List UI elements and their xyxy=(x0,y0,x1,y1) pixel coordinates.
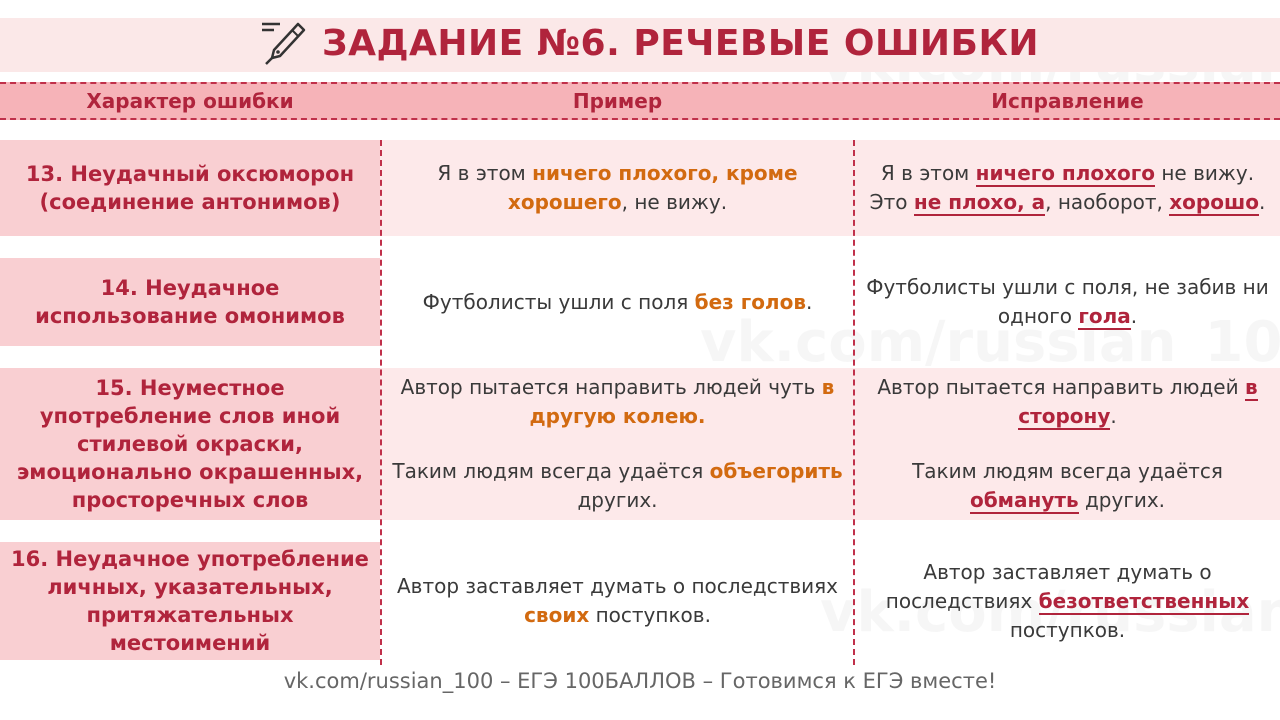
cell-text: не вижу. Это xyxy=(869,161,1255,214)
label-line: стилевой окраски, xyxy=(77,432,303,456)
row-16-example xyxy=(382,542,853,660)
correction-highlight: хорошо xyxy=(1169,190,1259,214)
cell-paragraph xyxy=(861,373,1274,431)
cell-text: Автор пытается направить людей чуть xyxy=(400,375,822,399)
fountain-pen-icon xyxy=(258,20,308,68)
cell-text: . xyxy=(1110,404,1117,428)
cell-text: других. xyxy=(1078,488,1166,512)
row-15-example xyxy=(382,368,853,520)
cell-text: Я в этом xyxy=(437,161,533,185)
error-highlight: в другую колею. xyxy=(529,375,835,428)
row-14-example xyxy=(382,258,853,346)
cell-text: других. xyxy=(577,488,658,512)
cell-text: , не вижу. xyxy=(621,190,728,214)
cell-text: поступков. xyxy=(589,603,711,627)
label-line: (соединение антонимов) xyxy=(39,190,341,214)
row-14-label xyxy=(0,258,380,346)
cell-text: . xyxy=(1130,304,1138,328)
cell-paragraph xyxy=(388,159,847,217)
correction-highlight: в сторону xyxy=(1018,375,1258,428)
row-16-label xyxy=(0,542,380,660)
label-line: использование омонимов xyxy=(35,304,345,328)
cell-paragraph xyxy=(861,159,1274,217)
cell-paragraph xyxy=(861,558,1274,645)
column-header-example: Пример xyxy=(572,89,663,113)
row-16-correction xyxy=(855,542,1280,660)
cell-text: Автор пытается направить людей xyxy=(877,375,1245,399)
cell-paragraph xyxy=(861,273,1274,331)
label-line: притяжательных xyxy=(86,603,294,627)
cell-paragraph xyxy=(388,572,847,630)
cell-text: . xyxy=(1258,190,1266,214)
error-highlight: объегорить xyxy=(709,459,843,483)
cell-text: поступков. xyxy=(1009,617,1126,642)
page-title: ЗАДАНИЕ №6. РЕЧЕВЫЕ ОШИБКИ xyxy=(322,23,1040,64)
row-13-correction xyxy=(855,140,1280,236)
label-line: эмоционально окрашенных, xyxy=(16,460,364,484)
cell-text: Я в этом xyxy=(880,161,976,185)
row-14-correction xyxy=(855,258,1280,346)
cell-text: Футболисты ушли с поля, не забив ни одного xyxy=(866,275,1269,328)
row-15-correction xyxy=(855,368,1280,520)
correction-highlight: обмануть xyxy=(969,488,1079,512)
cell-paragraph xyxy=(861,457,1274,515)
column-header-error-type: Характер ошибки xyxy=(86,89,294,113)
row-15-label xyxy=(0,368,380,520)
label-line: 15. Неуместное xyxy=(95,376,285,400)
correction-highlight: ничего плохого xyxy=(975,161,1155,185)
cell-text: Футболисты ушли с поля xyxy=(422,289,695,314)
cell-text: , наоборот, xyxy=(1045,190,1170,214)
cell-text: Таким людям всегда удаётся xyxy=(912,459,1223,483)
row-13-label xyxy=(0,140,380,236)
correction-highlight: не плохо, а xyxy=(913,190,1046,214)
label-line: 13. Неудачный оксюморон xyxy=(25,162,355,186)
cell-text: Таким людям всегда удаётся xyxy=(392,459,710,483)
row-13-example xyxy=(382,140,853,236)
error-highlight: своих xyxy=(524,603,590,627)
error-highlight: без голов xyxy=(694,289,806,314)
label-line: личных, указательных, xyxy=(47,575,333,599)
label-line: 16. Неудачное употребление xyxy=(11,547,369,571)
correction-highlight: гола xyxy=(1078,304,1131,328)
cell-paragraph xyxy=(423,288,813,317)
cell-paragraph xyxy=(388,457,847,515)
cell-paragraph xyxy=(388,373,847,431)
label-line: местоимений xyxy=(109,631,271,655)
cell-text: Автор заставляет думать о последствиях xyxy=(885,559,1212,613)
correction-highlight: безответственных xyxy=(1038,588,1250,613)
label-line: 14. Неудачное xyxy=(100,276,280,300)
label-line: употребление слов иной xyxy=(39,404,341,428)
cell-text: Автор заставляет думать о последствиях xyxy=(396,574,839,598)
footer-text: vk.com/russian_100 – ЕГЭ 100БАЛЛОВ – Готовимся к ЕГЭ вместе! xyxy=(283,669,997,693)
column-header-correction: Исправление xyxy=(991,89,1144,113)
error-highlight: ничего плохого, кроме хорошего xyxy=(507,161,798,214)
table-header xyxy=(0,82,1280,120)
cell-text: . xyxy=(805,289,813,314)
label-line: просторечных слов xyxy=(71,488,309,512)
